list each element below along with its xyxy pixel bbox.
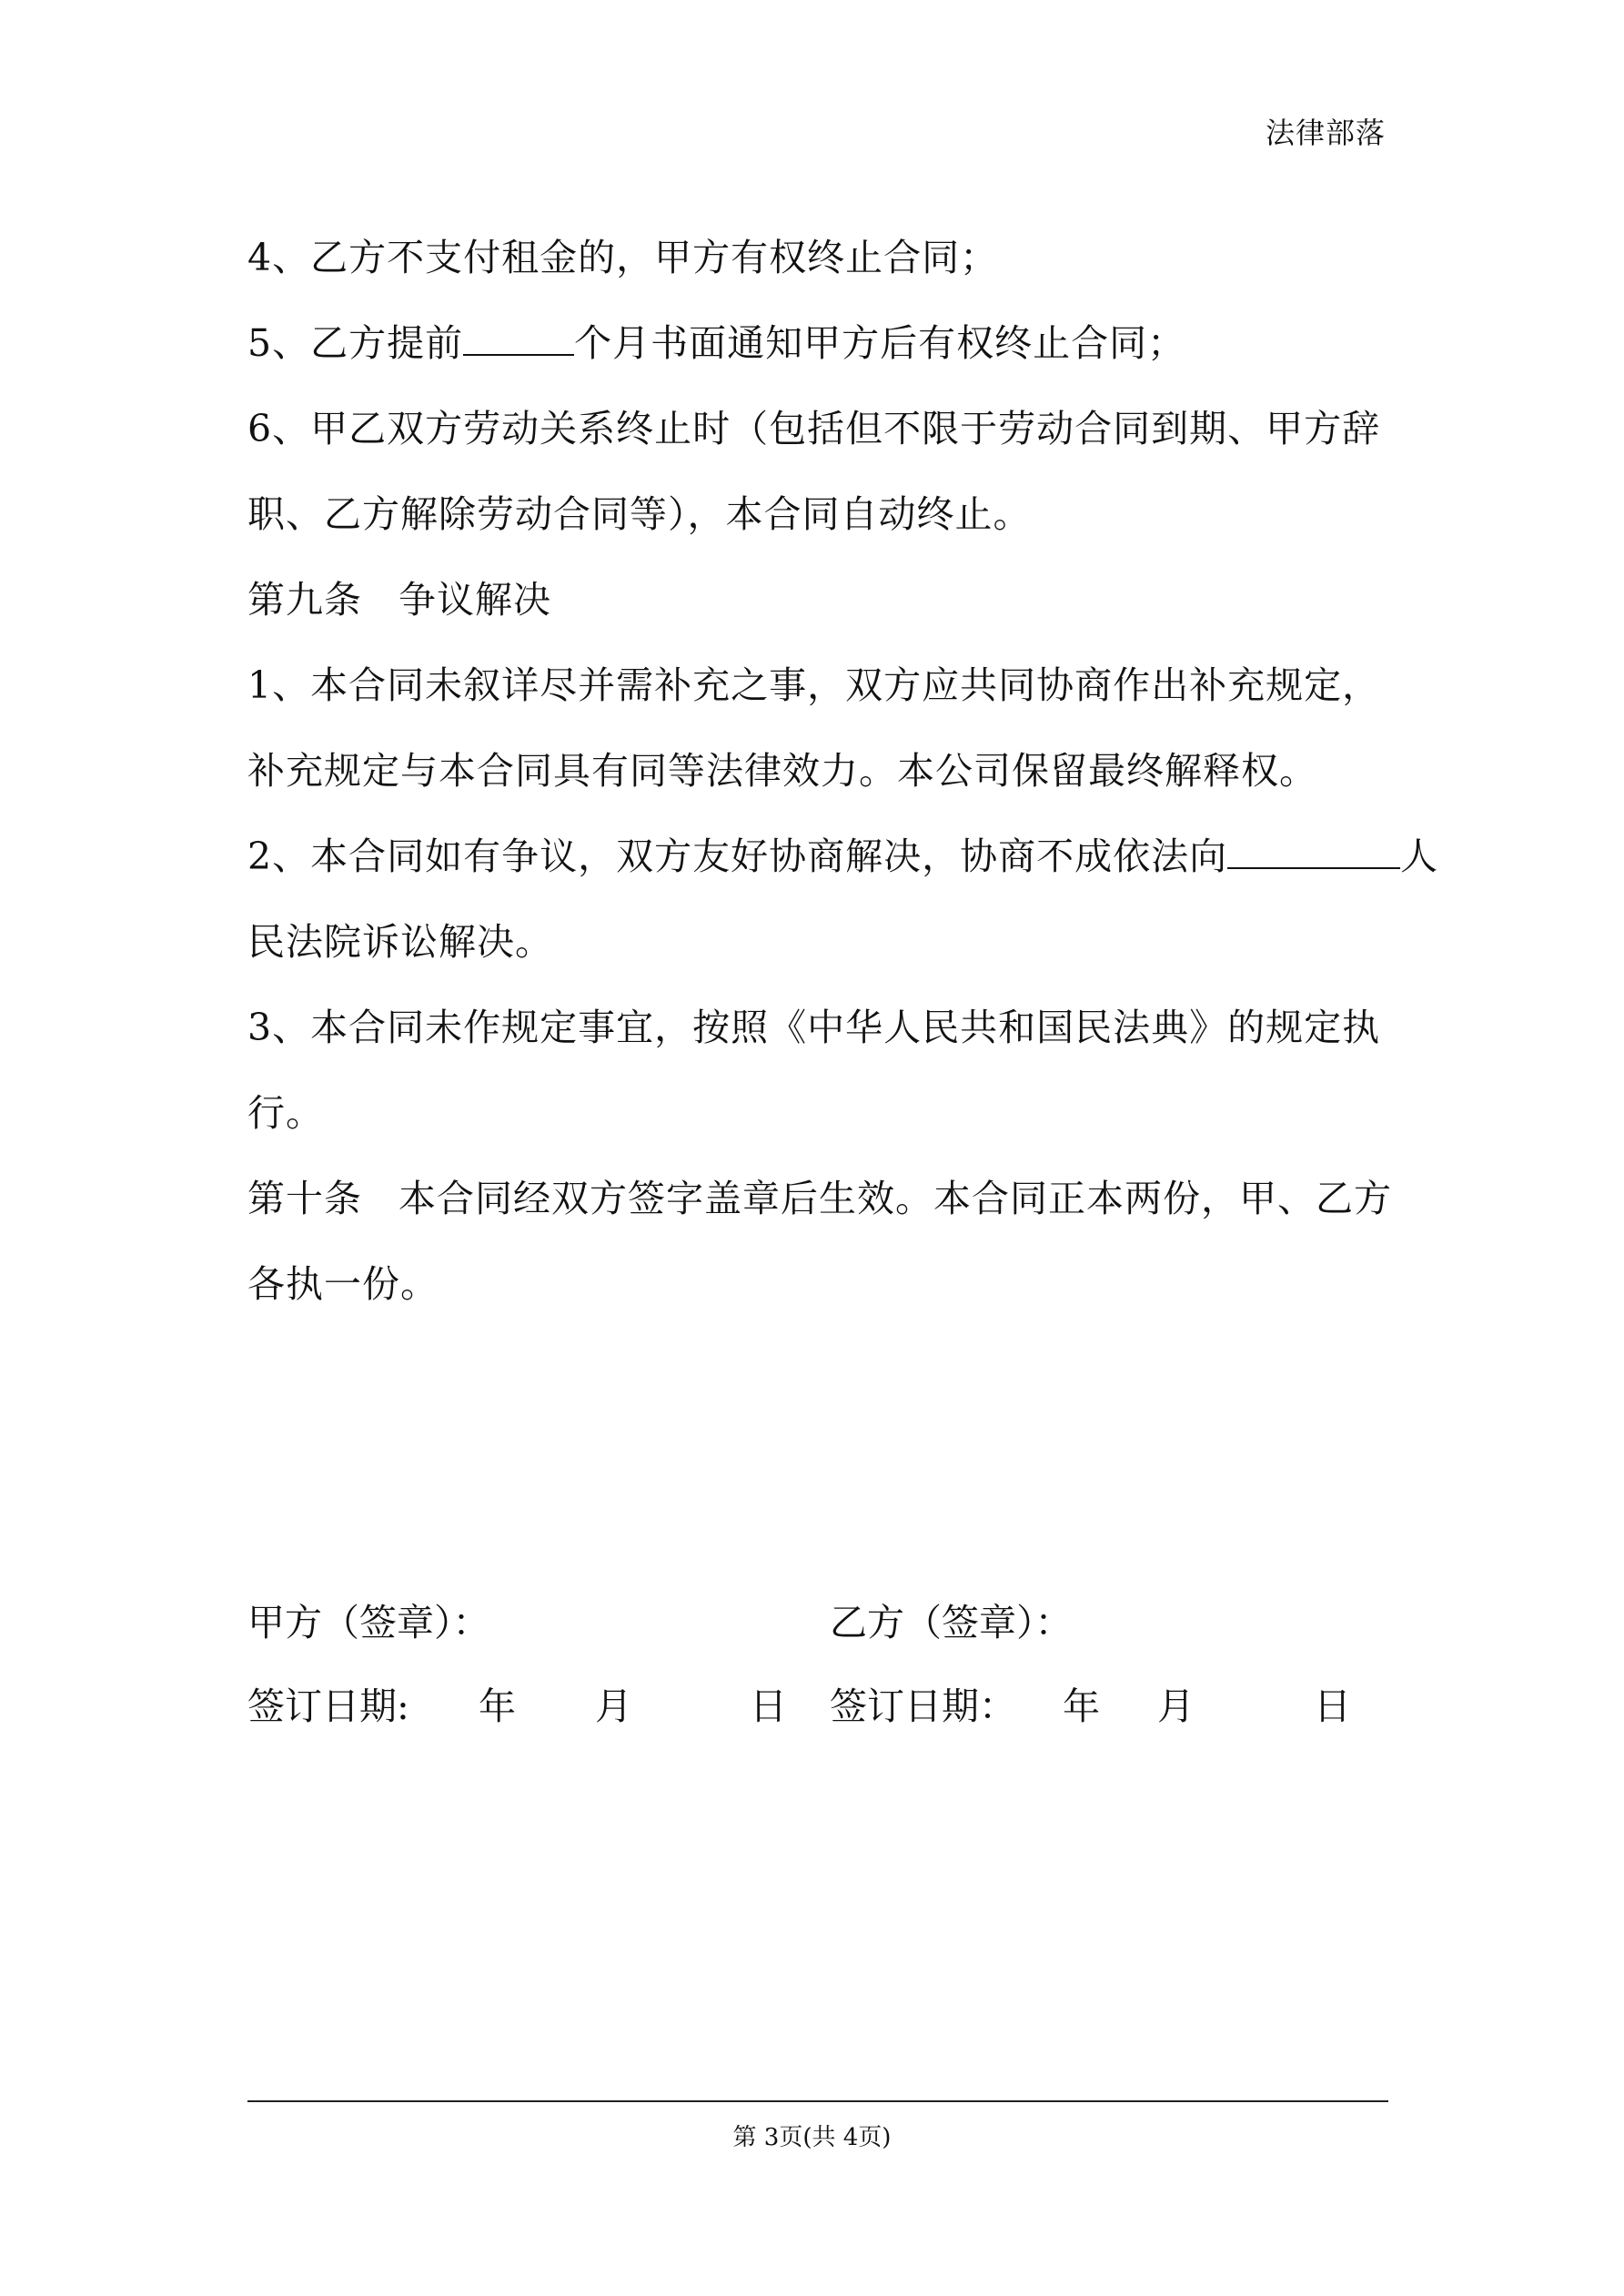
date-row xyxy=(247,1664,1388,1748)
clause-line-10: 3、本合同未作规定事宜，按照《中华人民共和国民法典》的规定执 xyxy=(247,1006,1381,1049)
header-brand: 法律部落 xyxy=(1265,116,1386,150)
party-a-month: 月 xyxy=(595,1684,632,1728)
party-a-day: 日 xyxy=(750,1684,787,1728)
footer-divider xyxy=(247,2100,1388,2102)
party-b-year: 年 xyxy=(1063,1684,1100,1728)
page-number: 第 3页(共 4页) xyxy=(732,2124,892,2151)
clause-line-1: 4、乙方不支付租金的，甲方有权终止合同； xyxy=(247,236,999,279)
contract-body xyxy=(247,215,1439,1327)
clause-line-4: 职、乙方解除劳动合同等），本合同自动终止。 xyxy=(247,492,1032,536)
clause-line-8-end: 人 xyxy=(1400,834,1439,878)
article-10-line xyxy=(247,1156,1392,1241)
party-b-date-label: 签订日期： xyxy=(830,1684,1016,1728)
party-b-month: 月 xyxy=(1157,1684,1195,1728)
party-b-signature-label: 乙方（签章）： xyxy=(830,1601,1073,1644)
party-a-signature-label: 甲方（签章）： xyxy=(247,1601,490,1644)
clause-line-2 xyxy=(247,300,1388,386)
signature-block xyxy=(247,1581,1388,1748)
clause-line-8-start: 2、本合同如有争议，双方友好协商解决，协商不成依法向 xyxy=(247,834,1228,878)
clause-line-2-start: 5、乙方提前 xyxy=(247,321,464,365)
clause-line-13: 各执一份。 xyxy=(247,1262,439,1306)
court-name-blank xyxy=(1227,836,1400,869)
signature-row xyxy=(247,1581,1388,1664)
party-a-date-label: 签订日期: xyxy=(247,1684,409,1728)
article-9-title: 争议解决 xyxy=(398,578,551,622)
article-9-heading xyxy=(247,557,1388,642)
clause-line-8 xyxy=(247,814,1439,899)
clause-line-3: 6、甲乙双方劳动关系终止时（包括但不限于劳动合同到期、甲方辞 xyxy=(247,407,1381,450)
clause-line-6: 1、本合同未叙详尽并需补充之事，双方应共同协商作出补充规定， xyxy=(247,663,1381,707)
article-9-number: 第九条 xyxy=(247,578,362,622)
article-10-text: 本合同经双方签字盖章后生效。本合同正本两份，甲、乙方 xyxy=(398,1177,1392,1220)
clause-line-2-end: 个月书面通知甲方后有权终止合同； xyxy=(574,321,1186,365)
party-a-year: 年 xyxy=(479,1684,516,1728)
clause-line-7: 补充规定与本合同具有同等法律效力。本公司保留最终解释权。 xyxy=(247,749,1317,793)
clause-line-9: 民法院诉讼解决。 xyxy=(247,920,553,964)
clause-line-11: 行。 xyxy=(247,1091,324,1135)
party-b-day: 日 xyxy=(1314,1684,1351,1728)
article-10-number: 第十条 xyxy=(247,1177,362,1220)
notice-months-blank xyxy=(463,323,574,356)
